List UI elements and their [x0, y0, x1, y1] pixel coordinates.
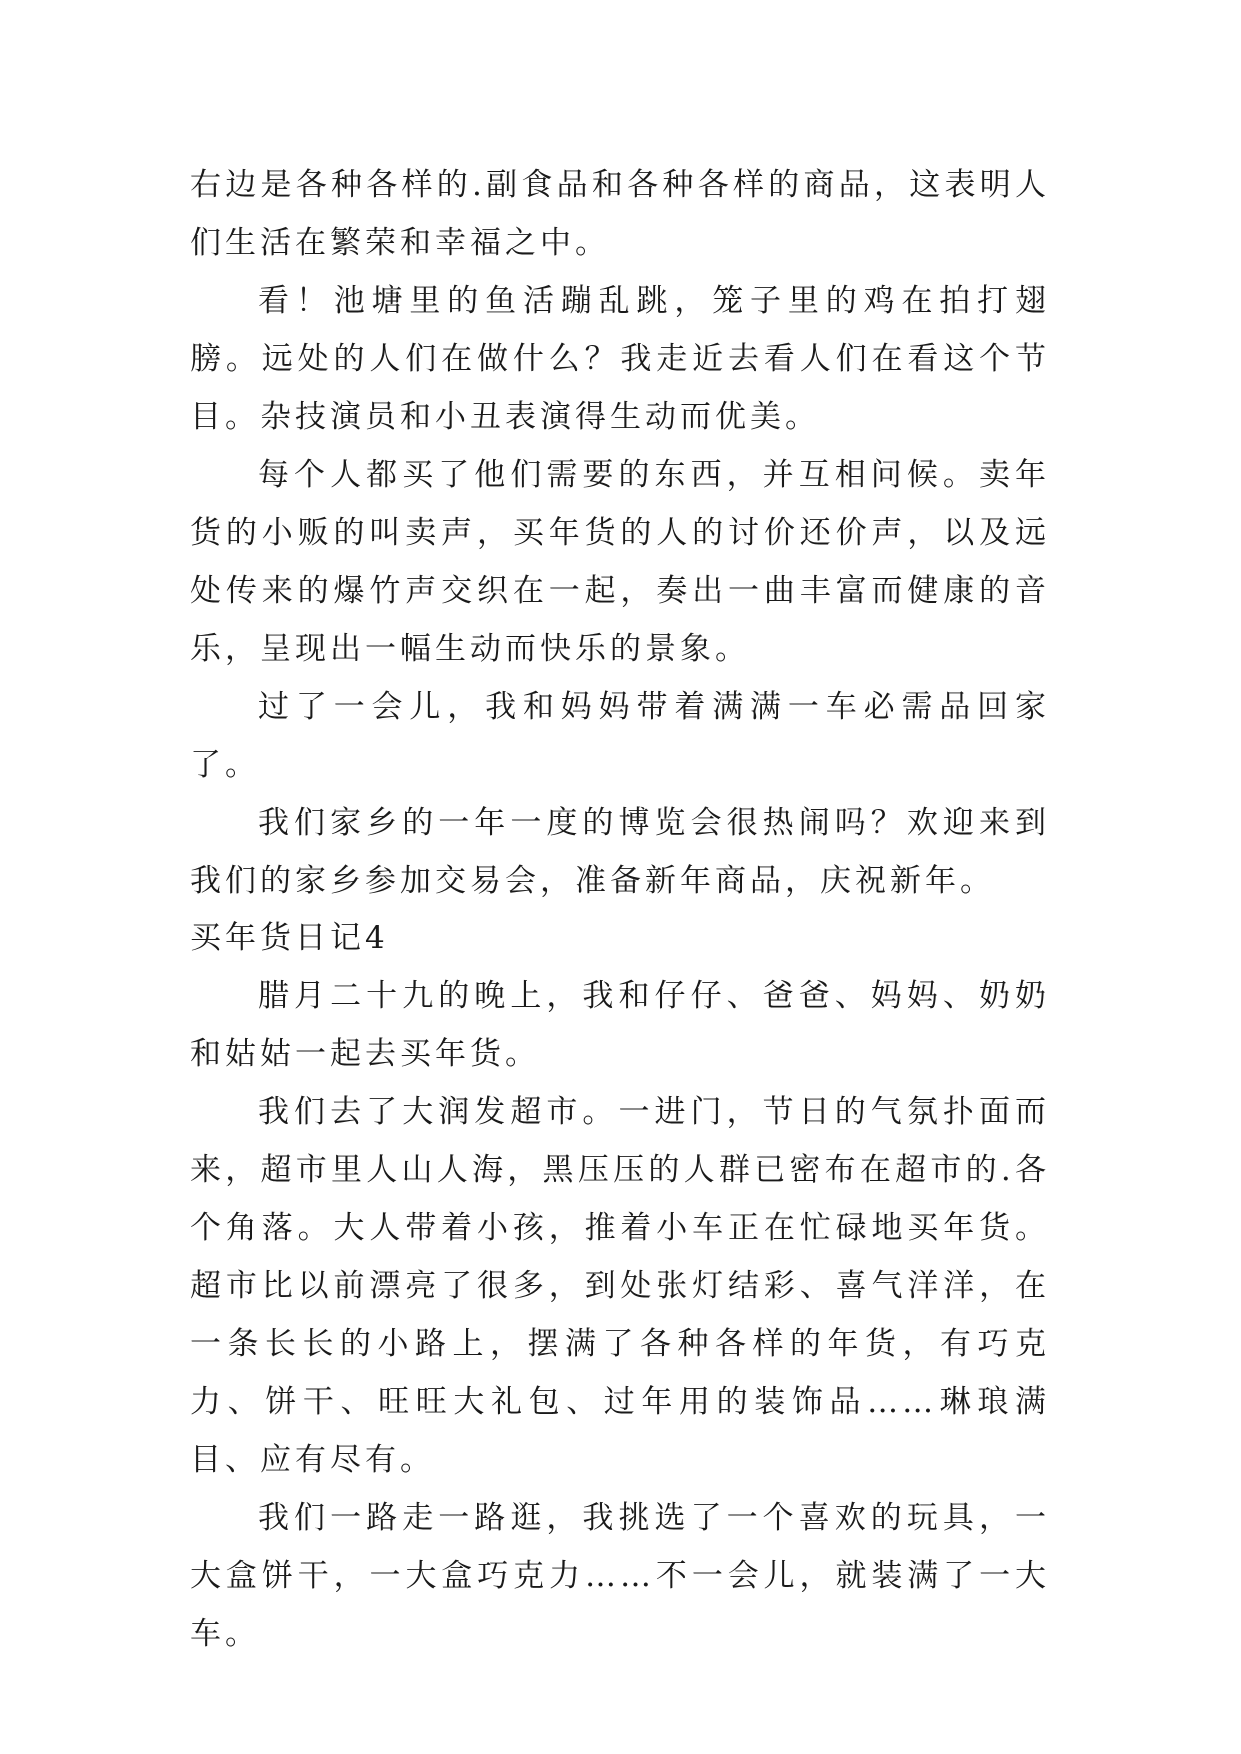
section-b-body	[190, 967, 1050, 1663]
paragraph: 我们一路走一路逛，我挑选了一个喜欢的玩具，一大盒饼干，一大盒巧克力……不一会儿，就装满了一大车。	[190, 1500, 1050, 1652]
paragraph: 我们家乡的一年一度的博览会很热闹吗？欢迎来到我们的家乡参加交易会，准备新年商品，庆祝新年。	[190, 805, 1050, 899]
paragraph: 过了一会儿，我和妈妈带着满满一车必需品回家了。	[190, 689, 1050, 783]
paragraph: 看！池塘里的鱼活蹦乱跳，笼子里的鸡在拍打翅膀。远处的人们在做什么？我走近去看人们在看这个节目。杂技演员和小丑表演得生动而优美。	[190, 283, 1050, 435]
paragraph: 我们去了大润发超市。一进门，节日的气氛扑面而来，超市里人山人海，黑压压的人群已密布在超市的.各个角落。大人带着小孩，推着小车正在忙碌地买年货。超市比以前漂亮了很多，到处张灯结彩、喜气洋洋，在一条长长的小路上，摆满了各种各样的年货，有巧克力、饼干、旺旺大礼包、过年用的装饰品……琳琅满目、应有尽有。	[190, 1094, 1050, 1478]
section-heading: 买年货日记4	[190, 920, 389, 956]
section-a-body	[190, 156, 1050, 910]
paragraph: 每个人都买了他们需要的东西，并互相问候。卖年货的小贩的叫卖声，买年货的人的讨价还价声，以及远处传来的爆竹声交织在一起，奏出一曲丰富而健康的音乐，呈现出一幅生动而快乐的景象。	[190, 457, 1050, 667]
paragraph-continuation: 右边是各种各样的.副食品和各种各样的商品，这表明人们生活在繁荣和幸福之中。	[190, 167, 1050, 261]
paragraph: 腊月二十九的晚上，我和仔仔、爸爸、妈妈、奶奶和姑姑一起去买年货。	[190, 978, 1050, 1072]
